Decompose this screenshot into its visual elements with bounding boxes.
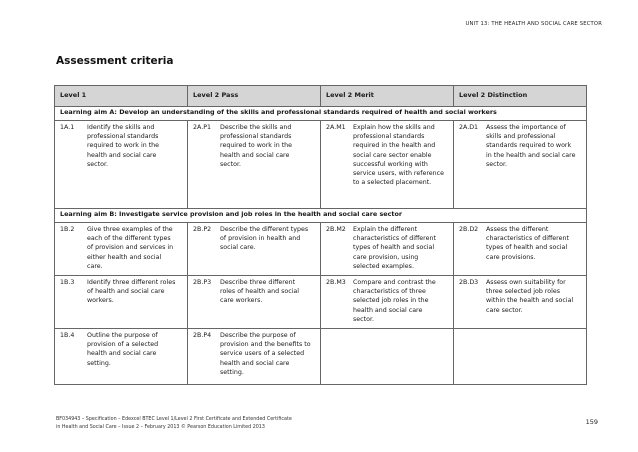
criterion-text: Describe the different types of provision in health and social care. — [220, 226, 309, 252]
column-header: Level 2 Merit — [321, 86, 454, 107]
criterion-code: 2B.M3 — [326, 279, 346, 286]
criterion-text: Assess the importance of skills and professional standards required to work in the health and social care sector. — [486, 124, 576, 168]
footer-citation — [56, 416, 292, 433]
criterion-text: Explain the different characteristics of different types of health and social care provision, using selected examples. — [353, 226, 436, 270]
criterion-code: 2B.P3 — [193, 279, 212, 286]
criterion-text: Give three examples of the each of the different types of provision and services in either health and social care. — [87, 226, 174, 270]
column-header: Level 2 Distinction — [454, 86, 587, 107]
criterion-text: Assess the different characteristics of different types of health and social care provisions. — [486, 226, 569, 261]
criterion-cell — [188, 223, 321, 276]
column-header: Level 1 — [55, 86, 188, 107]
criterion-text: Identify the skills and professional standards required to work in the health and social care sector. — [87, 124, 160, 168]
learning-aim-row — [55, 107, 587, 121]
criterion-cell — [188, 276, 321, 329]
criterion-cell — [454, 276, 587, 329]
criterion-code: 1B.4 — [60, 332, 75, 339]
criterion-text: Identify three different roles of health and social care workers. — [87, 279, 176, 305]
criterion-code: 2B.M2 — [326, 226, 346, 233]
criterion-cell — [55, 121, 188, 209]
criterion-text: Describe the skills and professional standards required to work in the health and social care sector. — [220, 124, 293, 168]
column-header: Level 2 Pass — [188, 86, 321, 107]
criterion-cell — [321, 121, 454, 209]
criterion-code: 2A.D1 — [459, 124, 479, 131]
criterion-code: 2B.P4 — [193, 332, 212, 339]
criterion-cell — [55, 276, 188, 329]
criterion-code: 2B.D2 — [459, 226, 479, 233]
page-title: Assessment criteria — [56, 55, 174, 67]
criterion-cell — [321, 329, 454, 385]
criterion-text: Explain how the skills and professional standards required in the health and social care sector enable successful working with service users, with reference to a selected placement. — [353, 124, 445, 187]
unit-header: UNIT 13: THE HEALTH AND SOCIAL CARE SECTOR — [465, 21, 602, 27]
criterion-cell — [55, 329, 188, 385]
criterion-code: 2A.P1 — [193, 124, 212, 131]
criterion-code: 2B.D3 — [459, 279, 479, 286]
criterion-text: Compare and contrast the characteristics of three selected job roles in the health and social care sector. — [353, 279, 436, 323]
criterion-cell — [454, 223, 587, 276]
footer-line: in Health and Social Care – Issue 2 – February 2013 © Pearson Education Limited 2013 — [56, 425, 265, 431]
criterion-cell — [55, 223, 188, 276]
criterion-code: 1A.1 — [60, 124, 75, 131]
table-row — [55, 276, 587, 329]
page-number: 159 — [585, 418, 598, 426]
assessment-criteria-table — [54, 85, 587, 385]
criterion-text: Describe three different roles of health and social care workers. — [220, 279, 300, 305]
criterion-text: Describe the purpose of provision and the benefits to service users of a selected health and social care setting. — [220, 332, 311, 376]
criterion-code: 2A.M1 — [326, 124, 346, 131]
criterion-cell — [454, 121, 587, 209]
table-row — [55, 223, 587, 276]
table-row — [55, 329, 587, 385]
criterion-text: Outline the purpose of provision of a selected health and social care setting. — [87, 332, 159, 367]
footer-line: BF034943 – Specification – Edexcel BTEC Level 1/Level 2 First Certificate and Extended Certificate — [56, 417, 292, 422]
criterion-text: Assess own suitability for three selected job roles within the health and social care sector. — [486, 279, 574, 314]
criterion-cell — [454, 329, 587, 385]
learning-aim-title: Learning aim B: Investigate service provision and job roles in the health and social care sector — [55, 209, 587, 223]
learning-aim-title: Learning aim A: Develop an understanding of the skills and professional standards required of health and social workers — [55, 107, 587, 121]
criterion-code: 1B.3 — [60, 279, 75, 286]
table-header-row — [55, 86, 587, 107]
criterion-cell — [321, 223, 454, 276]
criterion-code: 1B.2 — [60, 226, 75, 233]
table-row — [55, 121, 587, 209]
criterion-cell — [321, 276, 454, 329]
criterion-cell — [188, 121, 321, 209]
criterion-cell — [188, 329, 321, 385]
learning-aim-row — [55, 209, 587, 223]
criterion-code: 2B.P2 — [193, 226, 212, 233]
